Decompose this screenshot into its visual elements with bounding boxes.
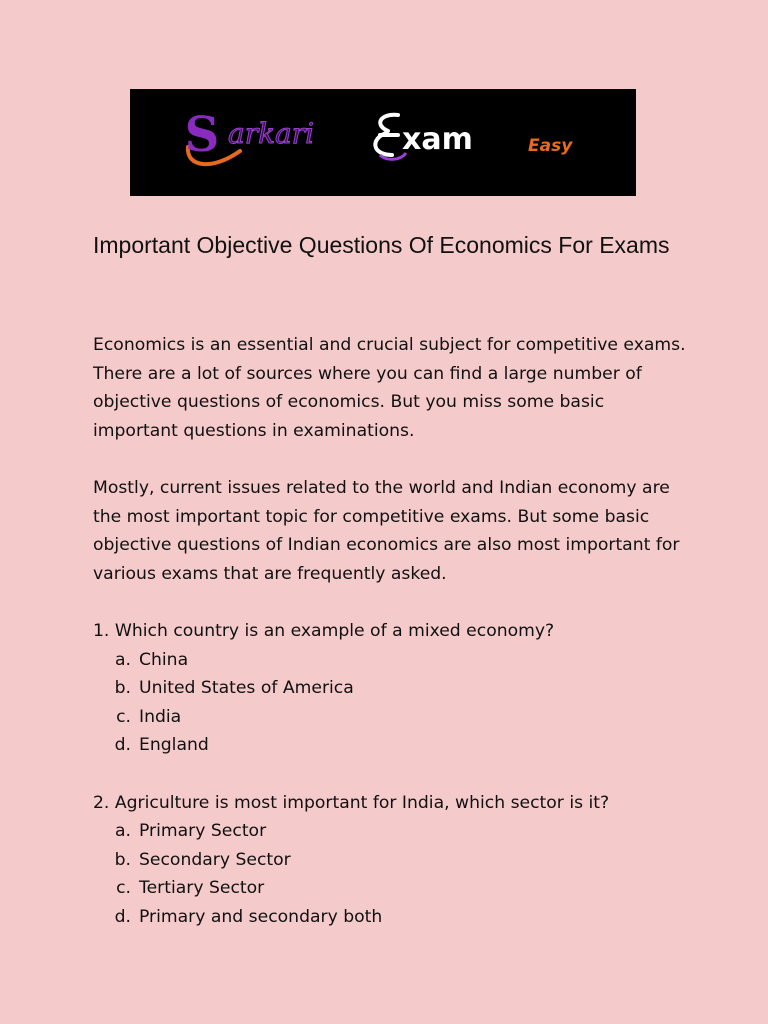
document-body xyxy=(93,331,693,960)
option-letter: c. xyxy=(116,706,131,727)
svg-text:xam: xam xyxy=(402,122,473,157)
question-text: 2. Agriculture is most important for India, which sector is it? xyxy=(93,792,610,813)
option-item xyxy=(93,703,693,732)
option-item xyxy=(93,903,693,932)
sarkari-exam-easy-logo xyxy=(130,89,636,196)
option-letter: d. xyxy=(114,906,131,927)
context-paragraph: Mostly, current issues related to the world and Indian economy are the most important topic for competitive exams. But some basic objective questions of Indian economics are also most important for various exams that are frequently asked. xyxy=(93,477,680,584)
option-item xyxy=(93,817,693,846)
svg-text:S: S xyxy=(184,107,220,163)
option-item xyxy=(93,874,693,903)
svg-text:arkari: arkari xyxy=(228,117,315,150)
option-letter: a. xyxy=(115,821,131,842)
question-1 xyxy=(93,617,693,760)
options-list xyxy=(93,817,693,931)
option-text: India xyxy=(139,706,182,727)
option-text: Primary and secondary both xyxy=(139,906,383,927)
question-2 xyxy=(93,789,693,932)
option-text: Primary Sector xyxy=(139,821,267,842)
option-item xyxy=(93,846,693,875)
page-title: Important Objective Questions Of Economics For Exams xyxy=(93,232,670,258)
option-item xyxy=(93,731,693,760)
option-letter: d. xyxy=(114,735,131,756)
option-letter: c. xyxy=(116,878,131,899)
option-letter: b. xyxy=(114,678,131,699)
option-text: China xyxy=(139,649,189,670)
option-text: England xyxy=(139,735,209,756)
svg-text:Easy: Easy xyxy=(528,136,573,156)
option-letter: b. xyxy=(114,849,131,870)
option-text: United States of America xyxy=(139,678,354,699)
intro-paragraph: Economics is an essential and crucial subject for competitive exams. There are a lot of sources where you can find a large number of objective questions of economics. But you miss some basic important questions in examinations. xyxy=(93,335,686,441)
logo-graphic xyxy=(130,89,636,196)
option-item xyxy=(93,646,693,675)
question-text: 1. Which country is an example of a mixed economy? xyxy=(93,620,555,641)
option-item xyxy=(93,674,693,703)
option-text: Tertiary Sector xyxy=(139,878,265,899)
option-text: Secondary Sector xyxy=(139,849,291,870)
options-list xyxy=(93,646,693,760)
option-letter: a. xyxy=(115,649,131,670)
